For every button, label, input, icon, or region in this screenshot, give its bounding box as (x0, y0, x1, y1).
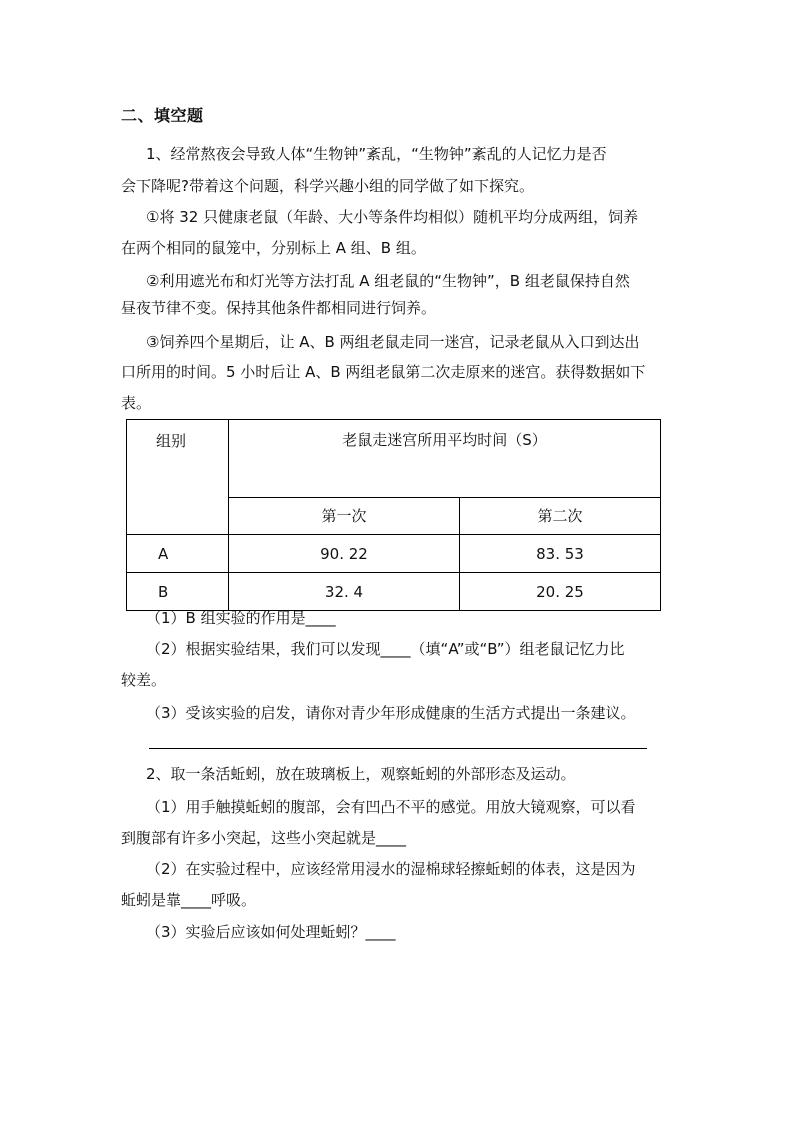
q2-sub1-line2: 到腹部有许多小突起，这些小突起就是____ (121, 829, 407, 847)
answer-blank-line (149, 748, 647, 749)
row-second: 20. 25 (460, 573, 661, 611)
q2-sub2-line2: 蚯蚓是靠____呼吸。 (121, 891, 257, 909)
row-second: 83. 53 (460, 535, 661, 573)
table-row (127, 573, 661, 611)
q1-sub2-line2: 较差。 (121, 671, 167, 689)
q2-sub1-line1: （1）用手触摸蚯蚓的腹部，会有凹凸不平的感觉。用放大镜观察，可以看 (146, 798, 636, 816)
q1-intro-line1: 1、经常熬夜会导致人体“生物钟”紊乱，“生物钟”紊乱的人记忆力是否 (146, 145, 607, 163)
q1-sub2-line1: （2）根据实验结果，我们可以发现____（填“A”或“B”）组老鼠记忆力比 (146, 640, 625, 658)
row-group: B (127, 573, 229, 611)
header-group: 组别 (127, 420, 229, 535)
q1-step1-line1: ①将 32 只健康老鼠（年龄、大小等条件均相似）随机平均分成两组，饲养 (146, 208, 639, 226)
row-first: 32. 4 (229, 573, 460, 611)
q1-sub1: （1）B 组实验的作用是____ (146, 609, 336, 627)
q2-sub2-line1: （2）在实验过程中，应该经常用浸水的湿棉球轻擦蚯蚓的体表，这是因为 (146, 860, 636, 878)
row-group: A (127, 535, 229, 573)
section-title: 二、填空题 (121, 106, 204, 125)
q1-step2-line2: 昼夜节律不变。保持其他条件都相同进行饲养。 (121, 299, 437, 317)
q2-sub3: （3）实验后应该如何处理蚯蚓？____ (146, 923, 396, 941)
q1-step3-line1: ③饲养四个星期后，让 A、B 两组老鼠走同一迷宫，记录老鼠从入口到达出 (146, 333, 640, 351)
header-first: 第一次 (229, 497, 460, 534)
row-first: 90. 22 (229, 535, 460, 573)
q1-sub3: （3）受该实验的启发，请你对青少年形成健康的生活方式提出一条建议。 (146, 704, 636, 722)
header-second: 第二次 (460, 497, 661, 534)
q1-step3-line2: 口所用的时间。5 小时后让 A、B 两组老鼠第二次走原来的迷宫。获得数据如下 (121, 363, 646, 381)
header-time: 老鼠走迷宫所用平均时间（S） (229, 420, 661, 498)
table-row (127, 535, 661, 573)
q1-step3-line3: 表。 (121, 394, 152, 412)
data-table (126, 419, 661, 611)
q2-intro: 2、取一条活蚯蚓，放在玻璃板上，观察蚯蚓的外部形态及运动。 (146, 765, 576, 783)
q1-intro-line2: 会下降呢?带着这个问题，科学兴趣小组的同学做了如下探究。 (121, 177, 534, 195)
q1-step2-line1: ②利用遮光布和灯光等方法打乱 A 组老鼠的“生物钟”，B 组老鼠保持自然 (146, 272, 630, 290)
q1-step1-line2: 在两个相同的鼠笼中，分别标上 A 组、B 组。 (121, 239, 426, 257)
